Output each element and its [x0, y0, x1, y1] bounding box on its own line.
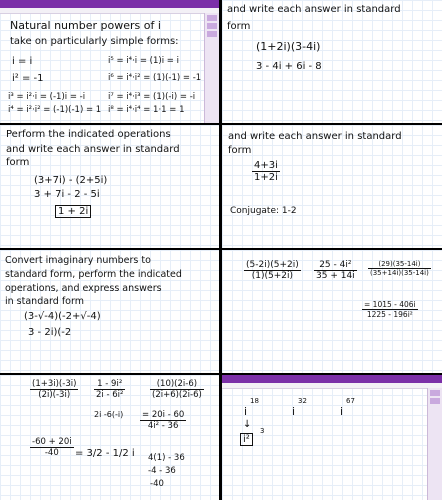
work-line: 4(1) - 36 [148, 453, 185, 463]
power-i3: i³ = i²·i = (-1)i = -i [8, 92, 86, 102]
expression-difference: (3+7i) - (2+5i) [34, 175, 108, 186]
note-heading-line-1: Natural number powers of i [10, 19, 161, 32]
power-i4: i⁴ = i²·i² = (-1)(-1) = 1 [8, 105, 102, 115]
instruction-line-3: operations, and express answers [5, 283, 162, 294]
final-answer: = 3/2 - 1/2 i [75, 448, 135, 459]
fraction-denominator: 35 + 14i [316, 271, 355, 281]
base-i-67: i [340, 405, 344, 418]
onenote-tab-strip[interactable] [222, 383, 442, 389]
expression-roots: (3-√-4)(-2+√-4) [24, 311, 101, 322]
expression-distributed: 3 + 7i - 2 - 5i [34, 189, 100, 200]
fraction-numerator: 25 - 4i² [314, 260, 357, 271]
power-i2: i² = -1 [12, 73, 44, 84]
panel-multiply-complex [222, 0, 442, 123]
fraction-numerator: (29)(35-14i) [368, 260, 431, 269]
onenote-page-list[interactable] [427, 388, 442, 500]
boxed-i-squared: i² [240, 433, 253, 446]
fraction-step-1 [30, 379, 78, 400]
panel-imaginary-roots [0, 250, 219, 373]
onenote-titlebar [222, 375, 442, 383]
fraction-step-2 [314, 260, 357, 281]
instruction-line-3: form [6, 157, 30, 168]
instruction-line-1: Perform the indicated operations [6, 129, 171, 140]
fraction-numerator: = 20i - 60 [142, 410, 185, 420]
instruction-line-2: and write each answer in standard [6, 144, 180, 155]
fraction-denominator: (2i)(-3i) [38, 390, 71, 400]
page-list-item[interactable] [430, 390, 440, 396]
fraction-numerator: -60 + 20i [32, 437, 72, 447]
exponent-67: 67 [346, 397, 355, 405]
conjugate-note: Conjugate: 1-2 [230, 206, 297, 216]
power-i7: i⁷ = i⁴·i³ = (1)(-i) = -i [108, 92, 196, 102]
exponent-32: 32 [298, 397, 307, 405]
expression-expanded: 3 - 4i + 6i - 8 [256, 61, 322, 72]
fraction-step-3 [368, 260, 431, 277]
fraction-denominator: 1+2i [254, 172, 278, 183]
panel-large-powers [222, 375, 442, 500]
instruction-line-1: and write each answer in standard [228, 131, 402, 142]
note-heading-line-2: take on particularly simple forms: [10, 36, 179, 47]
fraction-denominator: 1225 - 196i² [366, 310, 413, 319]
fraction-numerator: (1+3i)(-3i) [32, 379, 77, 389]
onenote-tab-strip[interactable] [0, 8, 219, 14]
fraction-numerator: 4+3i [254, 160, 278, 171]
instruction-line-1: and write each answer in standard [227, 4, 401, 15]
answer-box: 1 + 2i [55, 205, 91, 218]
page-list-item[interactable] [207, 15, 217, 21]
exponent-3: 3 [260, 427, 265, 435]
instruction-line-1: Convert imaginary numbers to [5, 255, 151, 266]
power-i6: i⁶ = i⁴·i² = (1)(-1) = -1 [108, 73, 202, 83]
panel-subtract-complex [0, 125, 219, 248]
quotient-fraction [252, 160, 280, 183]
page-list-item[interactable] [430, 398, 440, 404]
expression-product: (1+2i)(3-4i) [256, 40, 321, 53]
fraction-step-4 [362, 300, 418, 319]
page-list-item[interactable] [207, 23, 217, 29]
page-list-item[interactable] [207, 31, 217, 37]
base-i-32: i [292, 405, 296, 418]
instruction-line-2: form [227, 21, 251, 32]
fraction-denominator: (2i+6)(2i-6) [152, 390, 202, 400]
work-line: -4 - 36 [148, 466, 176, 476]
fraction-step-5 [30, 437, 74, 458]
fraction-numerator: (10)(2i-6) [150, 379, 204, 390]
power-i5: i⁵ = i⁴·i = (1)i = i [108, 56, 179, 66]
panel-division-solution [0, 375, 219, 500]
fraction-numerator: = 1015 - 406i [364, 300, 416, 309]
work-line: -40 [150, 479, 164, 489]
instruction-line-4: in standard form [5, 296, 84, 307]
fraction-step-3 [150, 379, 204, 400]
fraction-denominator: (1)(5+2i) [251, 271, 293, 281]
instruction-line-2: standard form, perform the indicated [5, 269, 182, 280]
fraction-denominator: 4i² - 36 [147, 421, 179, 431]
fraction-numerator: 1 - 9i² [94, 379, 125, 390]
fraction-step-1 [244, 260, 301, 281]
panel-powers-of-i [0, 0, 219, 123]
fraction-denominator: 2i - 6i² [96, 390, 124, 400]
onenote-page-list[interactable] [204, 13, 219, 123]
arrow-down-icon: ↓ [243, 419, 252, 430]
exponent-18: 18 [250, 397, 259, 405]
fraction-denominator: (35+14i)(35-14i) [370, 269, 429, 277]
power-i1: i = i [12, 56, 33, 67]
work-line: 2i -6(-i) [94, 410, 124, 419]
fraction-step-4 [140, 410, 186, 431]
panel-divide-complex [222, 125, 442, 248]
onenote-titlebar [0, 0, 219, 8]
fraction-numerator: (5-2i)(5+2i) [246, 260, 299, 270]
fraction-denominator: -40 [44, 448, 59, 458]
panel-fraction-work [222, 250, 442, 373]
base-i-18: i [244, 405, 248, 418]
expression-partial: 3 - 2i)(-2 [28, 327, 72, 338]
power-i8: i⁸ = i⁴·i⁴ = 1·1 = 1 [108, 105, 185, 115]
fraction-step-2 [94, 379, 125, 400]
instruction-line-2: form [228, 145, 252, 156]
